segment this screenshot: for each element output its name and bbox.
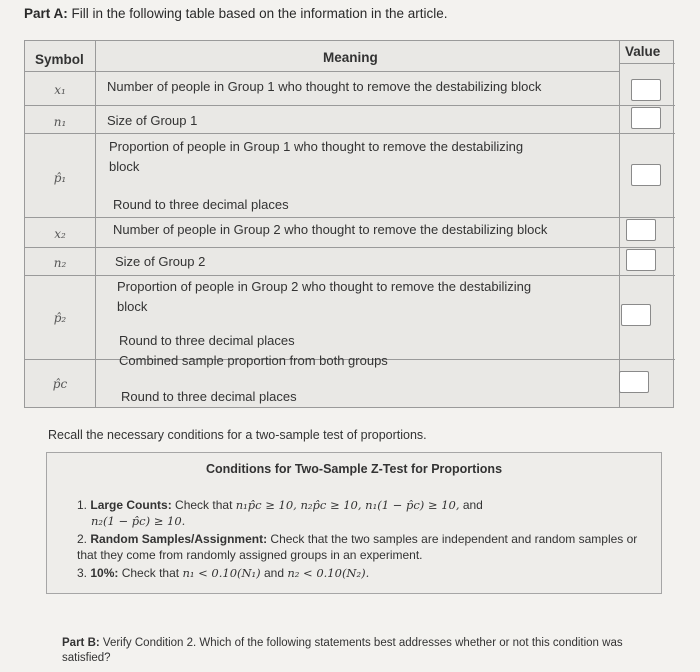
data-table — [24, 40, 674, 408]
condition-3 — [77, 565, 647, 581]
meaning-n1: Size of Group 1 — [107, 113, 198, 128]
condition-1-formula1: n₁p̂c ≥ 10, n₂p̂c ≥ 10, n₁(1 − p̂c) ≥ 10, — [235, 498, 460, 512]
condition-3-formula2: n₂ < 0.10(N₂). — [287, 566, 370, 580]
conditions-list — [77, 497, 647, 583]
condition-2 — [77, 531, 647, 563]
value-input-p2[interactable] — [621, 304, 651, 326]
symbol-header: Symbol — [35, 52, 84, 67]
condition-3-label: 10%: — [90, 566, 119, 580]
condition-3-num: 3. — [77, 566, 88, 580]
symbol-x2: x₂ — [54, 227, 66, 241]
value-input-p1[interactable] — [631, 164, 661, 186]
part-b-label: Part B: — [62, 637, 100, 649]
value-input-x2[interactable] — [626, 219, 656, 241]
value-input-n1[interactable] — [631, 107, 661, 129]
meaning-header: Meaning — [323, 50, 378, 65]
condition-2-num: 2. — [77, 532, 88, 546]
meaning-p1-line2: block — [109, 159, 140, 174]
condition-1-num: 1. — [77, 498, 88, 512]
meaning-p2-line2: block — [117, 299, 148, 314]
symbol-x1: x₁ — [54, 83, 66, 97]
symbol-n1: n₁ — [53, 115, 67, 129]
part-a-text: Fill in the following table based on the information in the article. — [71, 6, 448, 21]
condition-1 — [77, 497, 647, 529]
part-b-text: Verify Condition 2. Which of the following statements best addresses whether or not this condition was satisfied? — [62, 637, 623, 664]
conditions-box — [46, 452, 662, 594]
part-b-question — [62, 636, 662, 666]
condition-2-label: Random Samples/Assignment: — [90, 532, 268, 546]
condition-1-and: and — [462, 498, 483, 512]
meaning-pc-note: Round to three decimal places — [121, 389, 297, 404]
condition-1-text: Check that — [175, 498, 233, 512]
symbol-pc: p̂c — [52, 377, 68, 391]
meaning-x1: Number of people in Group 1 who thought to remove the destabilizing block — [107, 79, 542, 94]
condition-2-text: Check that the two samples are independent and random samples or that they come from randomly assigned groups in an experiment. — [77, 532, 638, 562]
condition-1-label: Large Counts: — [90, 498, 172, 512]
value-input-n2[interactable] — [626, 249, 656, 271]
conditions-title: Conditions for Two-Sample Z-Test for Proportions — [205, 462, 503, 476]
meaning-pc-line1: Combined sample proportion from both groups — [119, 353, 388, 368]
condition-3-text: Check that — [121, 566, 180, 580]
symbol-n2: n₂ — [53, 256, 67, 270]
symbol-p2: p̂₂ — [53, 311, 67, 325]
meaning-n2: Size of Group 2 — [115, 254, 206, 269]
part-a-label: Part A: — [24, 6, 68, 21]
value-header: Value — [625, 44, 661, 59]
value-input-x1[interactable] — [631, 79, 661, 101]
meaning-p2-line1: Proportion of people in Group 2 who thought to remove the destabilizing — [117, 279, 532, 294]
recall-text: Recall the necessary conditions for a two-sample test of proportions. — [48, 428, 427, 442]
meaning-p2-note: Round to three decimal places — [119, 333, 295, 348]
condition-3-and: and — [264, 566, 285, 580]
meaning-p1-line1: Proportion of people in Group 1 who thought to remove the destabilizing — [109, 139, 524, 154]
symbol-p1: p̂₁ — [53, 171, 67, 185]
condition-1-formula2: n₂(1 − p̂c) ≥ 10. — [91, 514, 186, 528]
condition-3-formula1: n₁ < 0.10(N₁) — [182, 566, 261, 580]
value-input-pc[interactable] — [619, 371, 649, 393]
meaning-x2: Number of people in Group 2 who thought to remove the destabilizing block — [113, 222, 548, 237]
part-a-instruction — [24, 6, 448, 21]
meaning-p1-note: Round to three decimal places — [113, 197, 289, 212]
